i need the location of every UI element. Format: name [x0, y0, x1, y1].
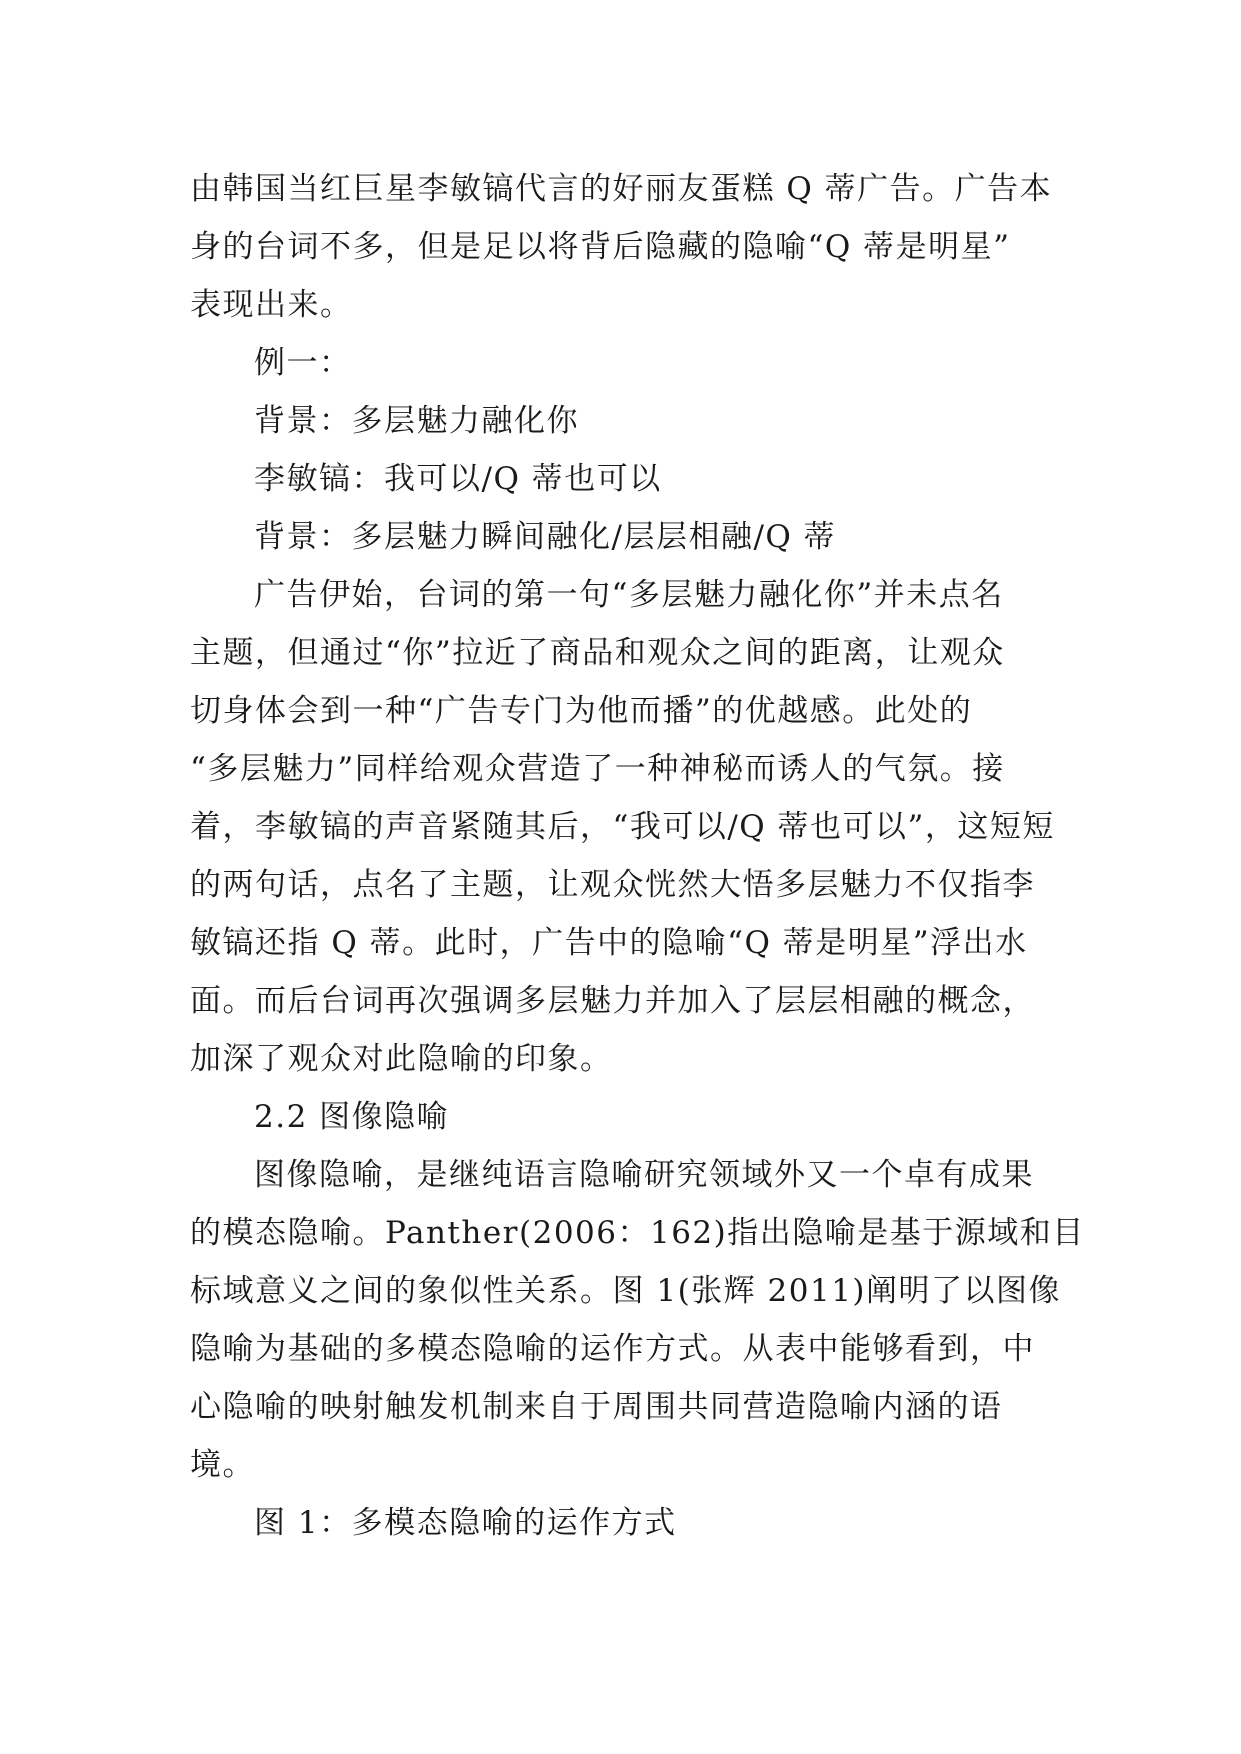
- body-text-line: 图像隐喻，是继纯语言隐喻研究领域外又一个卓有成果: [254, 1157, 1034, 1193]
- example-heading: 例一：: [254, 345, 352, 381]
- document-page: [190, 160, 1085, 1552]
- body-text-line: 加深了观众对此隐喻的印象。: [190, 1041, 613, 1077]
- body-text-line: 表现出来。: [190, 287, 353, 323]
- body-text-line: 广告伊始，台词的第一句“多层魅力融化你”并未点名: [254, 577, 1004, 613]
- body-text-line: 的两句话，点名了主题，让观众恍然大悟多层魅力不仅指李: [190, 867, 1035, 903]
- body-text-line: 的模态隐喻。Panther(2006：162)指出隐喻是基于源域和目: [190, 1215, 1085, 1251]
- body-text-line: 身的台词不多，但是足以将背后隐藏的隐喻“Q 蒂是明星”: [190, 229, 1011, 265]
- example-line: 背景：多层魅力融化你: [254, 403, 579, 439]
- body-text-line: 由韩国当红巨星李敏镐代言的好丽友蛋糕 Q 蒂广告。广告本: [190, 171, 1053, 207]
- body-text-line: 敏镐还指 Q 蒂。此时，广告中的隐喻“Q 蒂是明星”浮出水: [190, 925, 1028, 961]
- example-line: 李敏镐：我可以/Q 蒂也可以: [254, 461, 662, 497]
- body-text-line: 面。而后台词再次强调多层魅力并加入了层层相融的概念，: [190, 983, 1035, 1019]
- example-line: 背景：多层魅力瞬间融化/层层相融/Q 蒂: [254, 519, 837, 555]
- body-text-line: 切身体会到一种“广告专门为他而播”的优越感。此处的: [190, 693, 973, 729]
- body-text-line: 着，李敏镐的声音紧随其后，“我可以/Q 蒂也可以”，这短短: [190, 809, 1055, 845]
- body-text-line: 心隐喻的映射触发机制来自于周围共同营造隐喻内涵的语: [190, 1389, 1003, 1425]
- section-heading: 2.2 图像隐喻: [254, 1099, 450, 1135]
- body-text-line: 境。: [190, 1447, 255, 1483]
- body-text-line: 主题，但通过“你”拉近了商品和观众之间的距离，让观众: [190, 635, 1005, 671]
- body-text-line: “多层魅力”同样给观众营造了一种神秘而诱人的气氛。接: [190, 751, 1005, 787]
- body-text-line: 隐喻为基础的多模态隐喻的运作方式。从表中能够看到，中: [190, 1331, 1035, 1367]
- figure-caption: 图 1：多模态隐喻的运作方式: [254, 1505, 677, 1541]
- body-text-line: 标域意义之间的象似性关系。图 1(张辉 2011)阐明了以图像: [190, 1273, 1062, 1309]
